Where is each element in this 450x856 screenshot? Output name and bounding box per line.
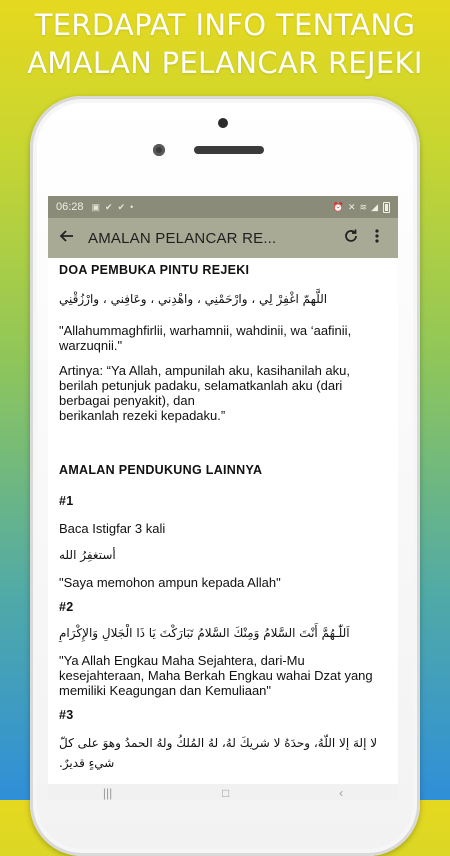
dot-notification-icon: •: [130, 202, 134, 212]
battery-icon: [383, 202, 390, 213]
item-number-2: #2: [59, 600, 74, 614]
back-arrow-icon[interactable]: [58, 228, 88, 249]
system-nav-bar: [48, 784, 398, 800]
status-time: 06:28: [56, 201, 84, 213]
section-heading-amalan: AMALAN PENDUKUNG LAINNYA: [59, 463, 263, 477]
mute-icon: ✕: [347, 201, 356, 212]
check-notification-icon-2: ✔: [117, 201, 126, 212]
toolbar-title: AMALAN PELANCAR RE...: [88, 229, 277, 247]
nav-back-icon[interactable]: ‹: [339, 786, 344, 800]
more-vertical-icon[interactable]: [364, 228, 390, 249]
article-content: [48, 263, 398, 773]
earpiece-speaker: [194, 146, 264, 154]
image-notification-icon: ▣: [91, 201, 101, 212]
item-1-meaning: "Saya memohon ampun kepada Allah": [59, 575, 281, 590]
item-2-arabic: اَللّٰـهُمَّ أَنْتَ السَّلامُ وَمِنْكَ السَّلامُ تَبَارَكْتَ يَا ذَا الْجَلالِ وَالإِكْرَامِ: [59, 626, 350, 640]
app-toolbar: [48, 218, 398, 258]
section-heading-doa: DOA PEMBUKA PINTU REJEKI: [59, 263, 250, 277]
alarm-icon: ⏰: [332, 201, 344, 212]
refresh-icon[interactable]: [338, 228, 364, 249]
recent-apps-icon[interactable]: |||: [102, 786, 113, 800]
sensor-dot: [218, 118, 228, 128]
promo-line-2: AMALAN PELANCAR REJEKI: [27, 46, 423, 80]
item-1-text: Baca Istigfar 3 kali: [59, 521, 166, 536]
status-bar: [48, 196, 398, 218]
promo-line-1: TERDAPAT INFO TENTANG: [34, 8, 416, 42]
wifi-icon: ≋: [359, 201, 368, 212]
signal-icon: ◢: [371, 201, 378, 212]
home-icon[interactable]: □: [222, 786, 230, 800]
item-3-arabic: لا إلهَ إلا اللّهُ، وحدَهُ لا شريكَ لهُ، لهُ المُلكُ ولهُ الحمدُ وهوَ على كلّ شيءٍ قديرٌ.: [59, 736, 378, 770]
promo-banner: [0, 6, 450, 82]
front-camera: [153, 144, 165, 156]
check-notification-icon: ✔: [105, 201, 113, 212]
item-1-arabic: أستغفِرُ الله: [59, 548, 116, 562]
item-number-1: #1: [59, 494, 74, 508]
item-2-meaning: "Ya Allah Engkau Maha Sejahtera, dari-Mu kesejahteraan, Maha Berkah Engkau wahai Dzat yang memiliki Keagungan dan Kemuliaan": [59, 653, 373, 698]
app-screen: [48, 196, 398, 800]
doa-latin-text: "Allahummaghfirlii, warhamnii, wahdinii, wa ‘aafinii, warzuqnii.": [59, 323, 352, 353]
doa-arabic-text: اللَّهمّ اغْفِرْ لِي ، وارْحَمْنِي ، واهْدِني ، وعَافِني ، وارْزُقْنِي: [59, 292, 328, 306]
doa-translation: Artinya: “Ya Allah, ampunilah aku, kasihanilah aku, berilah petunjuk padaku, selamatkanlah aku (dari berbagai penyakit), dan berikanlah rezeki kepadaku.”: [59, 363, 350, 423]
item-number-3: #3: [59, 708, 74, 722]
